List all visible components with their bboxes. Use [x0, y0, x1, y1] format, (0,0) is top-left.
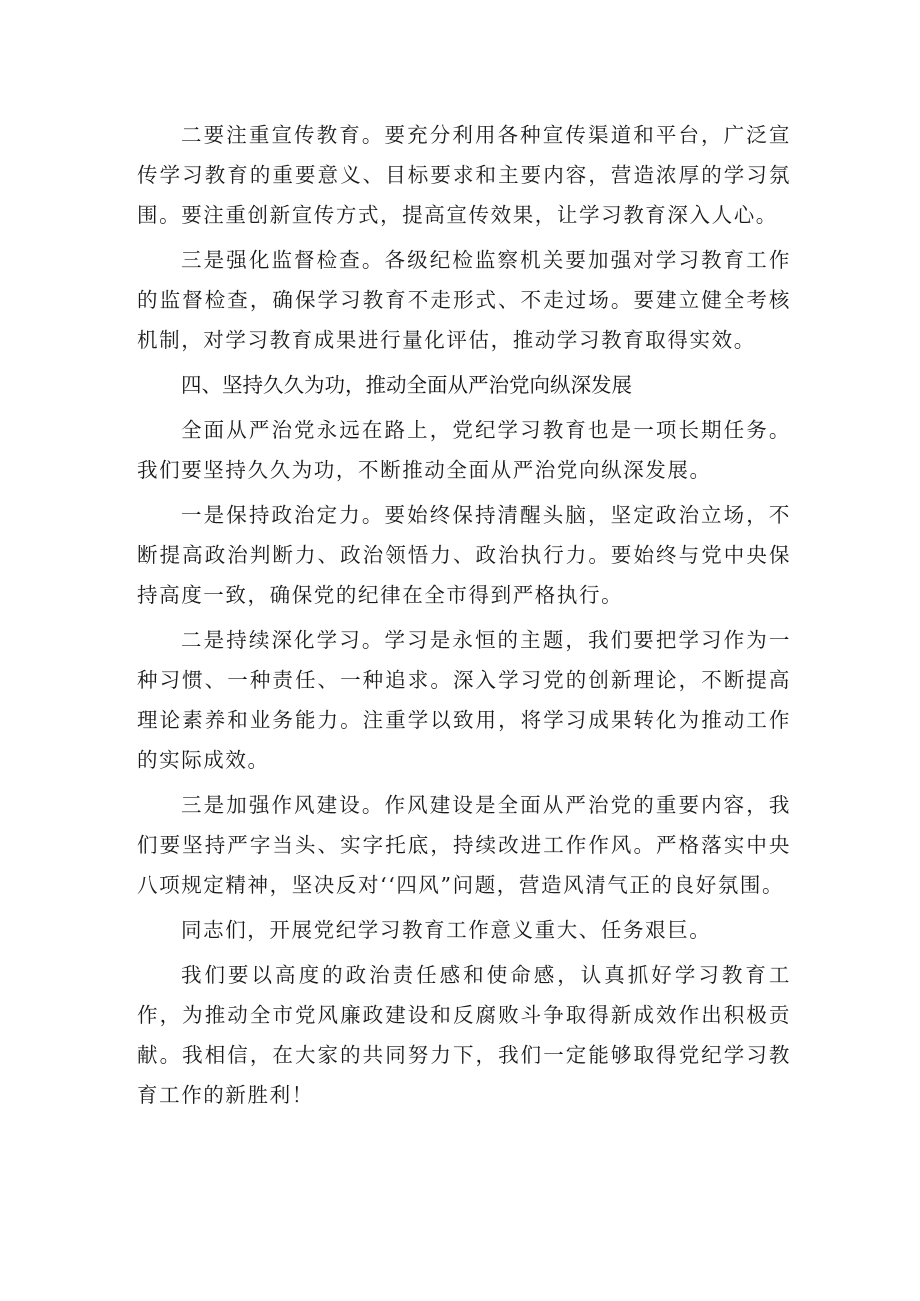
paragraph-work-style: 三是加强作风建设。作风建设是全面从严治党的重要内容，我们要坚持严字当头、实字托底，持续改进工作作风。严格落实中央八项规定精神，坚决反对‘‘四风”问题，营造风清气正的良好氛围。	[137, 793, 791, 897]
paragraph-political-resolve: 一是保持政治定力。要始终保持清醒头脑，坚定政治立场，不断提高政治判断力、政治领悟力、政治执行力。要始终与党中央保持高度一致，确保党的纪律在全市得到严格执行。	[137, 503, 791, 607]
paragraph-closing: 我们要以高度的政治责任感和使命感，认真抓好学习教育工作，为推动全市党风廉政建设和反腐败斗争取得新成效作出积极贡献。我相信，在大家的共同努力下，我们一定能够取得党纪学习教育工作的新胜利！	[137, 963, 791, 1107]
paragraph-deepen-learning: 二是持续深化学习。学习是永恒的主题，我们要把学习作为一种习惯、一种责任、一种追求。深入学习党的创新理论，不断提高理论素养和业务能力。注重学以致用，将学习成果转化为推动工作的实际成效。	[137, 628, 791, 772]
section-heading-four: 四、坚持久久为功，推动全面从严治党向纵深发展	[181, 373, 632, 397]
document-body	[137, 115, 791, 1120]
paragraph-publicity-education: 二要注重宣传教育。要充分利用各种宣传渠道和平台，广泛宣传学习教育的重要意义、目标要求和主要内容，营造浓厚的学习氛围。要注重创新宣传方式，提高宣传效果，让学习教育深入人心。	[137, 123, 791, 227]
paragraph-long-term-task: 全面从严治党永远在路上，党纪学习教育也是一项长期任务。我们要坚持久久为功，不断推动全面从严治党向纵深发展。	[137, 418, 791, 482]
paragraph-comrades: 同志们，开展党纪学习教育工作意义重大、任务艰巨。	[181, 918, 712, 942]
paragraph-supervision-inspection: 三是强化监督检查。各级纪检监察机关要加强对学习教育工作的监督检查，确保学习教育不走形式、不走过场。要建立健全考核机制，对学习教育成果进行量化评估，推动学习教育取得实效。	[137, 248, 791, 352]
